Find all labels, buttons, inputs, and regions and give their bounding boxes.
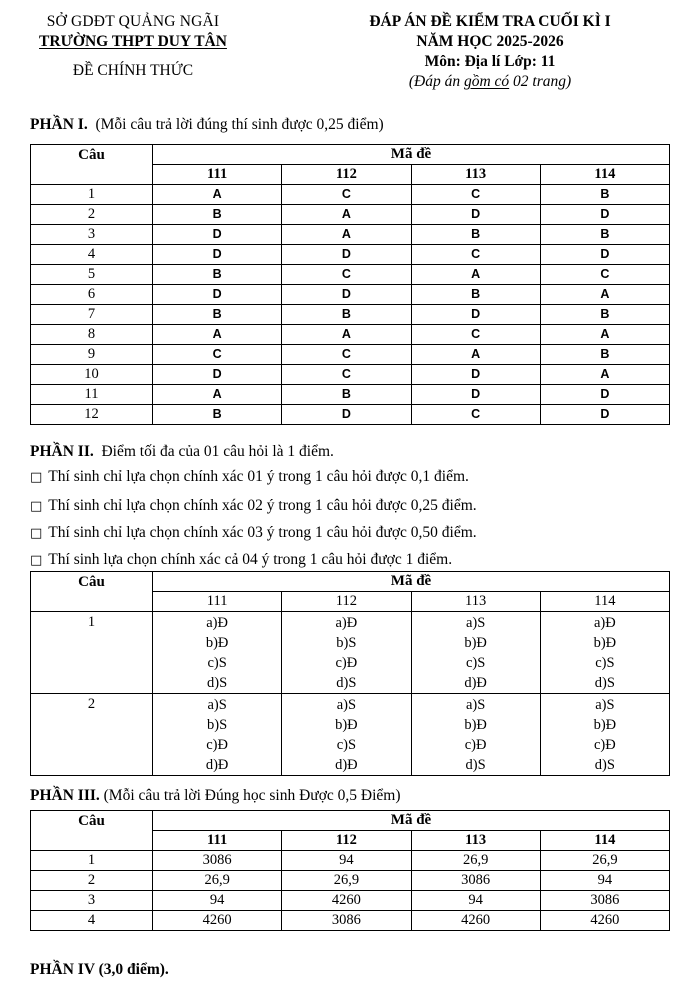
- document-title: ĐÁP ÁN ĐỀ KIỂM TRA CUỐI KÌ I: [369, 13, 611, 30]
- answer-cell: B: [540, 185, 669, 205]
- answer-cell: A: [282, 225, 411, 245]
- statement-answer: d)S: [594, 757, 615, 773]
- answer-cell: D: [411, 385, 540, 405]
- exam-code-111: 111: [153, 165, 282, 185]
- exam-code-column-header: Mã đề: [153, 145, 670, 165]
- answer-cell: 3086: [411, 871, 540, 891]
- exam-code-114: 114: [540, 165, 669, 185]
- answer-cell: A: [153, 185, 282, 205]
- table-row: [31, 185, 670, 205]
- exam-code-112: 112: [282, 592, 411, 612]
- school-name: TRƯỜNG THPT DUY TÂN: [39, 33, 227, 50]
- exam-code-114: 114: [540, 831, 669, 851]
- statement-answer: a)Đ: [335, 615, 358, 631]
- statement-answer: b)Đ: [593, 635, 617, 651]
- part3-heading: PHẦN III. (Mỗi câu trả lời Đúng học sinh Được 0,5 Điểm): [30, 787, 401, 804]
- checkbox-icon: □: [30, 553, 43, 568]
- answer-cell: C: [411, 405, 540, 425]
- statement-answer: d)S: [594, 675, 615, 691]
- answer-cell: C: [153, 345, 282, 365]
- part1-heading: PHẦN I. (Mỗi câu trả lời đúng thí sinh được 0,25 điểm): [30, 116, 384, 133]
- answer-cell: D: [411, 305, 540, 325]
- table-row: [31, 405, 670, 425]
- answer-cell: D: [282, 285, 411, 305]
- statement-answer: d)Đ: [335, 757, 358, 773]
- true-false-answer-cell: [282, 612, 411, 694]
- part2-rule-1: □ Thí sinh chỉ lựa chọn chính xác 01 ý trong 1 câu hỏi được 0,1 điểm.: [30, 468, 469, 485]
- statement-answer: b)S: [207, 717, 228, 733]
- question-number: 3: [31, 891, 153, 911]
- table-header-row: [31, 572, 670, 592]
- part4-heading: PHẦN IV (3,0 điểm).: [30, 961, 169, 978]
- true-false-answer-cell: [411, 694, 540, 776]
- answer-cell: C: [282, 365, 411, 385]
- table-header-row: [31, 811, 670, 831]
- statement-answer: b)Đ: [464, 717, 487, 733]
- answer-cell: 26,9: [153, 871, 282, 891]
- answer-cell: B: [282, 385, 411, 405]
- answer-cell: D: [153, 245, 282, 265]
- answer-cell: B: [153, 405, 282, 425]
- exam-code-113: 113: [411, 165, 540, 185]
- statement-answer: a)S: [465, 697, 486, 713]
- statement-answer: b)Đ: [205, 635, 229, 651]
- question-number: 2: [31, 871, 153, 891]
- question-number: 1: [31, 185, 153, 205]
- answer-cell: D: [153, 225, 282, 245]
- statement-answer: a)Đ: [206, 615, 228, 631]
- answer-cell: B: [282, 305, 411, 325]
- question-number: 4: [31, 911, 153, 931]
- answer-cell: 3086: [153, 851, 282, 871]
- table-row: [31, 891, 670, 911]
- statement-answer: c)S: [595, 655, 615, 671]
- answer-cell: C: [540, 265, 669, 285]
- exam-code-column-header: Mã đề: [153, 811, 670, 831]
- answer-cell: A: [540, 285, 669, 305]
- table-row: [31, 245, 670, 265]
- answer-cell: D: [540, 245, 669, 265]
- question-number: 2: [31, 694, 153, 776]
- answer-cell: B: [153, 305, 282, 325]
- question-column-header: Câu: [31, 572, 153, 612]
- exam-code-113: 113: [411, 592, 540, 612]
- question-number: 7: [31, 305, 153, 325]
- exam-code-112: 112: [282, 831, 411, 851]
- question-number: 9: [31, 345, 153, 365]
- statement-answer: c)Đ: [335, 655, 358, 671]
- subject-line: Môn: Địa lí Lớp: 11: [424, 53, 556, 70]
- question-number: 8: [31, 325, 153, 345]
- answer-cell: D: [153, 365, 282, 385]
- question-number: 1: [31, 612, 153, 694]
- answer-cell: B: [411, 225, 540, 245]
- question-number: 4: [31, 245, 153, 265]
- statement-answer: a)Đ: [594, 615, 616, 631]
- checkbox-icon: □: [30, 470, 43, 485]
- answer-cell: A: [540, 365, 669, 385]
- answer-cell: D: [282, 245, 411, 265]
- table-row: [31, 205, 670, 225]
- answer-cell: A: [282, 325, 411, 345]
- answer-cell: D: [540, 385, 669, 405]
- statement-answer: b)Đ: [593, 717, 617, 733]
- part1-answer-table: [30, 144, 670, 425]
- statement-answer: a)S: [336, 697, 357, 713]
- statement-answer: d)S: [465, 757, 486, 773]
- answer-cell: 26,9: [282, 871, 411, 891]
- table-row: [31, 851, 670, 871]
- answer-cell: D: [411, 365, 540, 385]
- table-row: [31, 871, 670, 891]
- statement-answer: c)S: [207, 655, 227, 671]
- question-number: 11: [31, 385, 153, 405]
- official-label: ĐỀ CHÍNH THỨC: [72, 62, 194, 79]
- true-false-answer-cell: [540, 694, 669, 776]
- table-row: [31, 265, 670, 285]
- exam-code-111: 111: [153, 831, 282, 851]
- question-number: 12: [31, 405, 153, 425]
- table-header-row: [31, 145, 670, 165]
- answer-cell: 4260: [282, 891, 411, 911]
- table-row: [31, 325, 670, 345]
- statement-answer: a)S: [465, 615, 486, 631]
- table-row: [31, 694, 670, 776]
- table-row: [31, 385, 670, 405]
- part2-rule-2: □ Thí sinh chỉ lựa chọn chính xác 02 ý trong 1 câu hỏi được 0,25 điểm.: [30, 497, 477, 514]
- department-name: SỞ GDĐT QUẢNG NGÃI: [46, 13, 220, 30]
- answer-cell: A: [411, 345, 540, 365]
- answer-cell: A: [411, 265, 540, 285]
- answer-cell: D: [282, 405, 411, 425]
- page-count-note: (Đáp án gồm có 02 trang): [408, 73, 572, 90]
- part3-answer-table: [30, 810, 670, 931]
- answer-cell: 4260: [411, 911, 540, 931]
- answer-cell: D: [153, 285, 282, 305]
- checkbox-icon: □: [30, 526, 43, 541]
- answer-cell: 94: [282, 851, 411, 871]
- statement-answer: c)Đ: [206, 737, 228, 753]
- answer-cell: 3086: [540, 891, 669, 911]
- part2-heading: PHẦN II. Điểm tối đa của 01 câu hỏi là 1 điểm.: [30, 443, 334, 460]
- answer-cell: 26,9: [411, 851, 540, 871]
- answer-cell: A: [540, 325, 669, 345]
- statement-answer: d)Đ: [205, 757, 229, 773]
- question-number: 6: [31, 285, 153, 305]
- school-year: NĂM HỌC 2025-2026: [416, 33, 564, 50]
- answer-cell: C: [282, 265, 411, 285]
- answer-cell: 26,9: [540, 851, 669, 871]
- true-false-answer-cell: [153, 612, 282, 694]
- answer-cell: A: [282, 205, 411, 225]
- answer-cell: B: [540, 345, 669, 365]
- answer-cell: D: [540, 405, 669, 425]
- header-right: [300, 12, 680, 92]
- answer-cell: D: [540, 205, 669, 225]
- part2-answer-table: [30, 571, 670, 776]
- exam-code-column-header: Mã đề: [153, 572, 670, 592]
- table-row: [31, 365, 670, 385]
- answer-cell: C: [282, 185, 411, 205]
- statement-answer: c)S: [465, 655, 486, 671]
- part2-rule-3: □ Thí sinh chỉ lựa chọn chính xác 03 ý trong 1 câu hỏi được 0,50 điểm.: [30, 524, 477, 541]
- answer-cell: B: [411, 285, 540, 305]
- statement-answer: a)S: [207, 697, 227, 713]
- table-row: [31, 345, 670, 365]
- answer-cell: 3086: [282, 911, 411, 931]
- answer-cell: B: [153, 265, 282, 285]
- exam-code-113: 113: [411, 831, 540, 851]
- answer-cell: A: [153, 385, 282, 405]
- exam-code-112: 112: [282, 165, 411, 185]
- statement-answer: d)S: [336, 675, 357, 691]
- question-number: 10: [31, 365, 153, 385]
- answer-cell: C: [411, 185, 540, 205]
- statement-answer: b)Đ: [464, 635, 487, 651]
- table-row: [31, 285, 670, 305]
- header-left: [18, 12, 248, 81]
- true-false-answer-cell: [540, 612, 669, 694]
- answer-cell: 4260: [540, 911, 669, 931]
- statement-answer: a)S: [595, 697, 615, 713]
- answer-cell: 94: [153, 891, 282, 911]
- answer-cell: D: [411, 205, 540, 225]
- answer-cell: B: [540, 305, 669, 325]
- statement-answer: c)S: [336, 737, 357, 753]
- question-number: 1: [31, 851, 153, 871]
- answer-cell: C: [282, 345, 411, 365]
- statement-answer: c)Đ: [464, 737, 487, 753]
- table-row: [31, 911, 670, 931]
- question-number: 3: [31, 225, 153, 245]
- true-false-answer-cell: [411, 612, 540, 694]
- question-column-header: Câu: [31, 811, 153, 851]
- answer-cell: B: [153, 205, 282, 225]
- question-column-header: Câu: [31, 145, 153, 185]
- question-number: 2: [31, 205, 153, 225]
- statement-answer: c)Đ: [594, 737, 616, 753]
- answer-cell: C: [411, 245, 540, 265]
- table-row: [31, 305, 670, 325]
- answer-cell: C: [411, 325, 540, 345]
- table-row: [31, 612, 670, 694]
- answer-cell: 4260: [153, 911, 282, 931]
- exam-code-114: 114: [540, 592, 669, 612]
- table-row: [31, 225, 670, 245]
- true-false-answer-cell: [282, 694, 411, 776]
- exam-code-111: 111: [153, 592, 282, 612]
- checkbox-icon: □: [30, 499, 43, 514]
- statement-answer: b)Đ: [335, 717, 358, 733]
- answer-cell: B: [540, 225, 669, 245]
- part2-rule-4: □ Thí sinh lựa chọn chính xác cả 04 ý trong 1 câu hỏi được 1 điểm.: [30, 551, 453, 568]
- statement-answer: d)Đ: [464, 675, 487, 691]
- statement-answer: b)S: [336, 635, 357, 651]
- answer-cell: A: [153, 325, 282, 345]
- statement-answer: d)S: [207, 675, 228, 691]
- answer-cell: 94: [411, 891, 540, 911]
- answer-cell: 94: [540, 871, 669, 891]
- true-false-answer-cell: [153, 694, 282, 776]
- question-number: 5: [31, 265, 153, 285]
